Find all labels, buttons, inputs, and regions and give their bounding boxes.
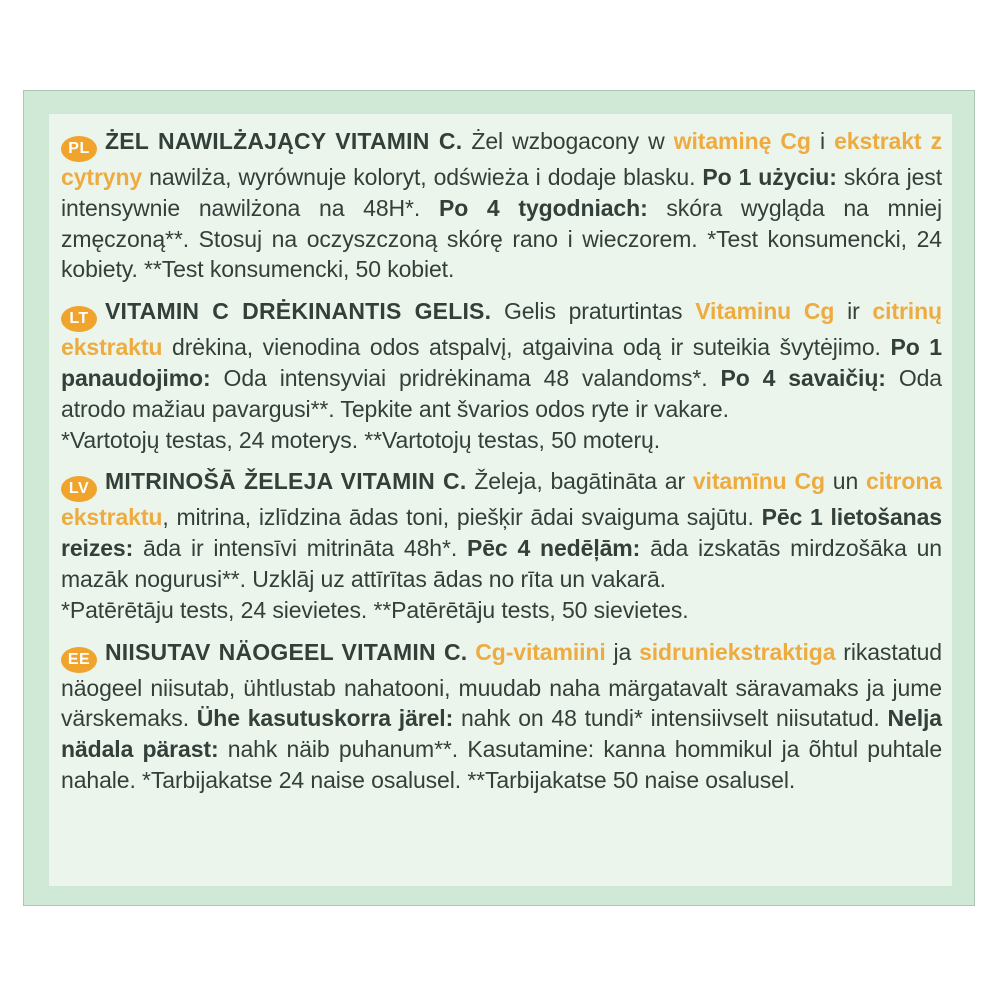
text-run-regular: Želeja, bagātināta ar xyxy=(466,468,693,495)
text-run-regular: nahk näib puhanum**. Kasutamine: kanna hommikul ja õhtul puhtale nahale. *Tarbijakatse 24 naise osalusel. **Tarbijakatse 50 naise osalusel. xyxy=(61,736,943,793)
text-run-highlight: ekstrakt z cytryny xyxy=(61,128,942,190)
language-section-lt xyxy=(61,296,942,455)
text-run-regular: drėkina, vienodina odos atspalvį, atgaivina odą ir suteikia švytėjimo. xyxy=(162,334,891,361)
text-run-highlight: witaminę Cg xyxy=(673,128,811,154)
text-run-bold: Nelja nädala pärast: xyxy=(61,705,942,763)
text-run-regular: nahk on 48 tundi* intensiivselt niisutatud. xyxy=(453,705,888,732)
language-section-lv xyxy=(61,466,942,625)
text-run-regular: , mitrina, izlīdzina ādas toni, piešķir ādai svaiguma sajūtu. xyxy=(162,504,762,531)
text-run-header: ŻEL NAWILŻAJĄCY VITAMIN C. xyxy=(105,128,463,154)
text-run-highlight: vitamīnu Cg xyxy=(692,468,825,495)
label-frame xyxy=(23,90,975,906)
language-section-pl xyxy=(61,126,942,285)
text-run-bold: Po 1 panaudojimo: xyxy=(61,334,942,391)
text-run-regular: nawilża, wyrównuje koloryt, odświeża i dodaje blasku. xyxy=(142,164,703,190)
text-run-bold: Po 1 użyciu: xyxy=(702,164,837,190)
language-section-ee xyxy=(61,637,942,796)
text-run-header: MITRINOŠĀ ŽELEJA VITAMIN C. xyxy=(105,468,467,495)
text-run-header: VITAMIN C DRĖKINANTIS GELIS. xyxy=(105,298,492,325)
text-run-bold: Pēc 4 nedēļām: xyxy=(467,535,641,562)
text-run-regular: skóra wygląda na mniej zmęczoną**. Stosuj na oczyszczoną skórę rano i wieczorem. *Test konsumencki, 24 kobiety. **Test konsumencki, 50 kobiet. xyxy=(61,194,942,283)
text-run-highlight: Cg-vitamiini xyxy=(475,638,606,665)
text-run-regular: rikastatud näogeel niisutab, ühtlustab nahatooni, muudab naha märgatavalt säravamaks ja jume värskemaks. xyxy=(61,638,942,732)
text-run-regular: i xyxy=(810,128,835,154)
text-run-regular: Żel wzbogacony w xyxy=(462,128,674,154)
text-run-highlight: citrinų ekstraktu xyxy=(61,298,942,361)
text-run-bold: Po 4 tygodniach: xyxy=(438,194,648,221)
label-panel xyxy=(49,114,952,886)
text-run-regular: ir xyxy=(834,298,873,325)
language-badge-ee: EE xyxy=(61,647,97,673)
language-badge-pl: PL xyxy=(61,136,97,162)
text-run-regular: Gelis praturtintas xyxy=(491,298,696,325)
text-run-regular: āda izskatās mirdzošāka un mazāk nogurusi**. Uzklāj uz attīrītas ādas no rīta un vakarā. xyxy=(61,535,943,592)
sections-container xyxy=(61,126,942,796)
text-run-highlight: sidruniekstraktiga xyxy=(639,638,836,665)
text-run-regular: āda ir intensīvi mitrināta 48h*. xyxy=(133,535,467,562)
language-badge-lv: LV xyxy=(61,476,97,502)
footnote-lv: *Patērētāju tests, 24 sievietes. **Patērētāju tests, 50 sievietes. xyxy=(61,596,689,623)
text-run-regular: skóra jest intensywnie nawilżona na 48H*. xyxy=(61,164,942,221)
text-run-regular: Oda atrodo mažiau pavargusi**. Tepkite ant švarios odos ryte ir vakare. xyxy=(61,364,942,422)
footnote-lt: *Vartotojų testas, 24 moterys. **Vartotojų testas, 50 moterų. xyxy=(61,426,661,453)
text-run-bold: Po 4 savaičių: xyxy=(720,364,886,391)
text-run-header: NIISUTAV NÄOGEEL VITAMIN C. xyxy=(105,638,468,665)
language-badge-lt: LT xyxy=(61,306,97,332)
text-run-highlight: Vitaminu Cg xyxy=(695,298,835,325)
text-run-bold: Ühe kasutuskorra järel: xyxy=(196,705,454,732)
text-run-bold: Pēc 1 lietošanas reizes: xyxy=(61,504,942,562)
text-run-regular: Oda intensyviai pridrėkinama 48 valandoms*. xyxy=(210,364,721,391)
text-run-highlight: citrona ekstraktu xyxy=(61,468,942,531)
text-run-regular: un xyxy=(824,468,866,495)
text-run-regular: ja xyxy=(605,638,640,665)
